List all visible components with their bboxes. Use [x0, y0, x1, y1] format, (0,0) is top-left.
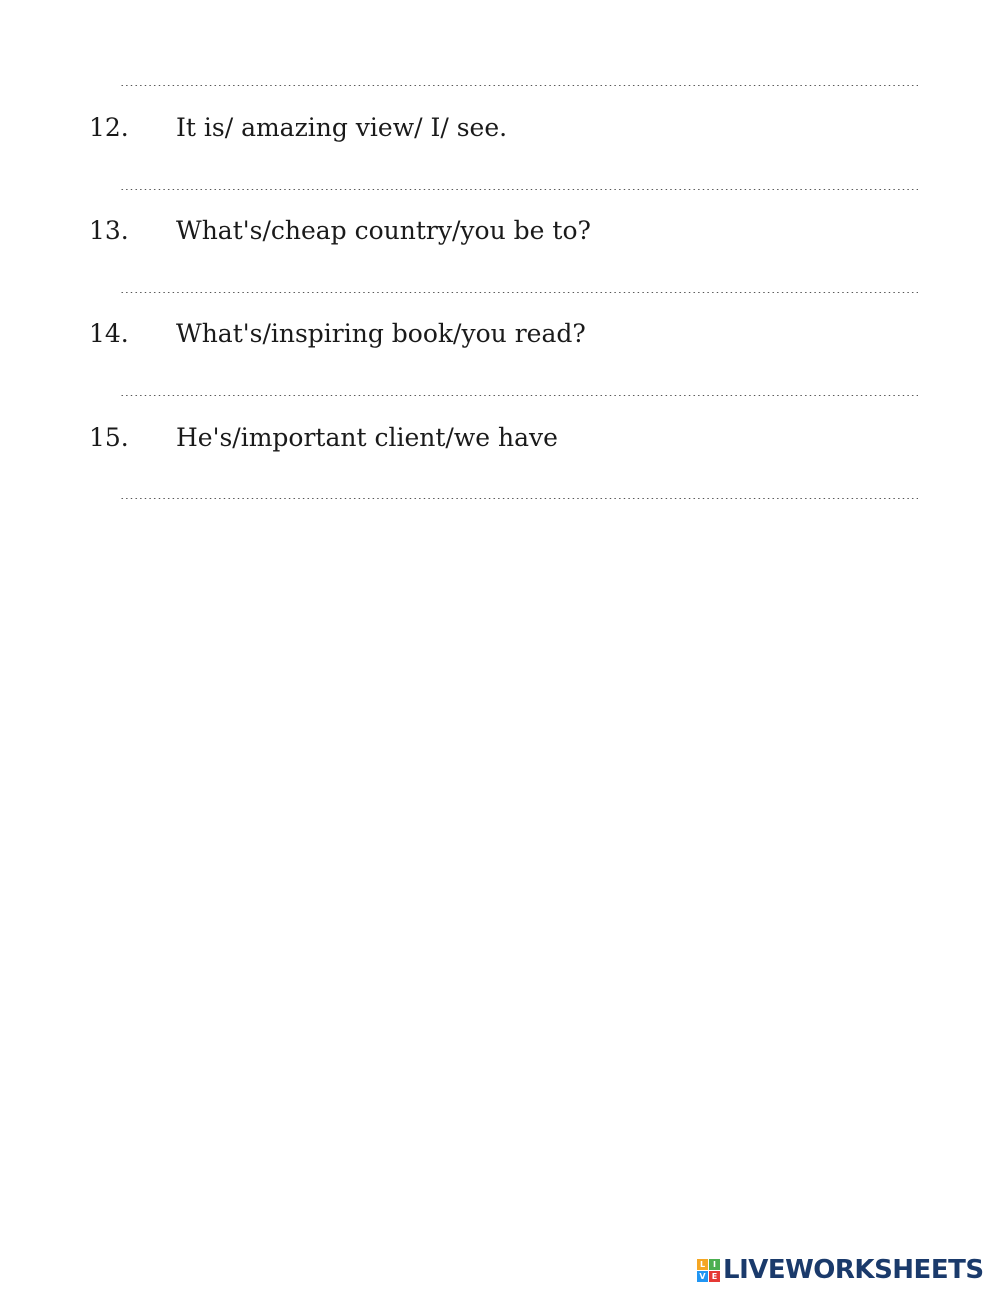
logo-live-icon [697, 1259, 720, 1282]
logo-brand-text: LIVEWORKSHEETS [723, 1255, 984, 1285]
question-text: What's/cheap country/you be to? [176, 216, 591, 245]
question-number: 13. [89, 216, 129, 245]
question-text: What's/inspiring book/you read? [176, 319, 586, 348]
answer-line-15[interactable] [120, 493, 918, 499]
question-12 [89, 113, 507, 143]
answer-line-12[interactable] [120, 184, 918, 190]
answer-line-13[interactable] [120, 287, 918, 293]
logo-cell-e: E [709, 1271, 720, 1282]
liveworksheets-logo[interactable] [697, 1255, 984, 1285]
question-15 [89, 423, 558, 453]
question-number: 14. [89, 319, 129, 348]
question-text: It is/ amazing view/ I/ see. [176, 113, 508, 142]
answer-line-11[interactable] [120, 80, 918, 86]
logo-cell-v: V [697, 1271, 708, 1282]
question-number: 15. [89, 423, 129, 452]
logo-cell-l: L [697, 1259, 708, 1270]
answer-line-14[interactable] [120, 390, 918, 396]
question-number: 12. [89, 113, 129, 142]
logo-cell-i: I [709, 1259, 720, 1270]
question-13 [89, 216, 591, 246]
question-14 [89, 319, 586, 349]
question-text: He's/important client/we have [176, 423, 558, 452]
